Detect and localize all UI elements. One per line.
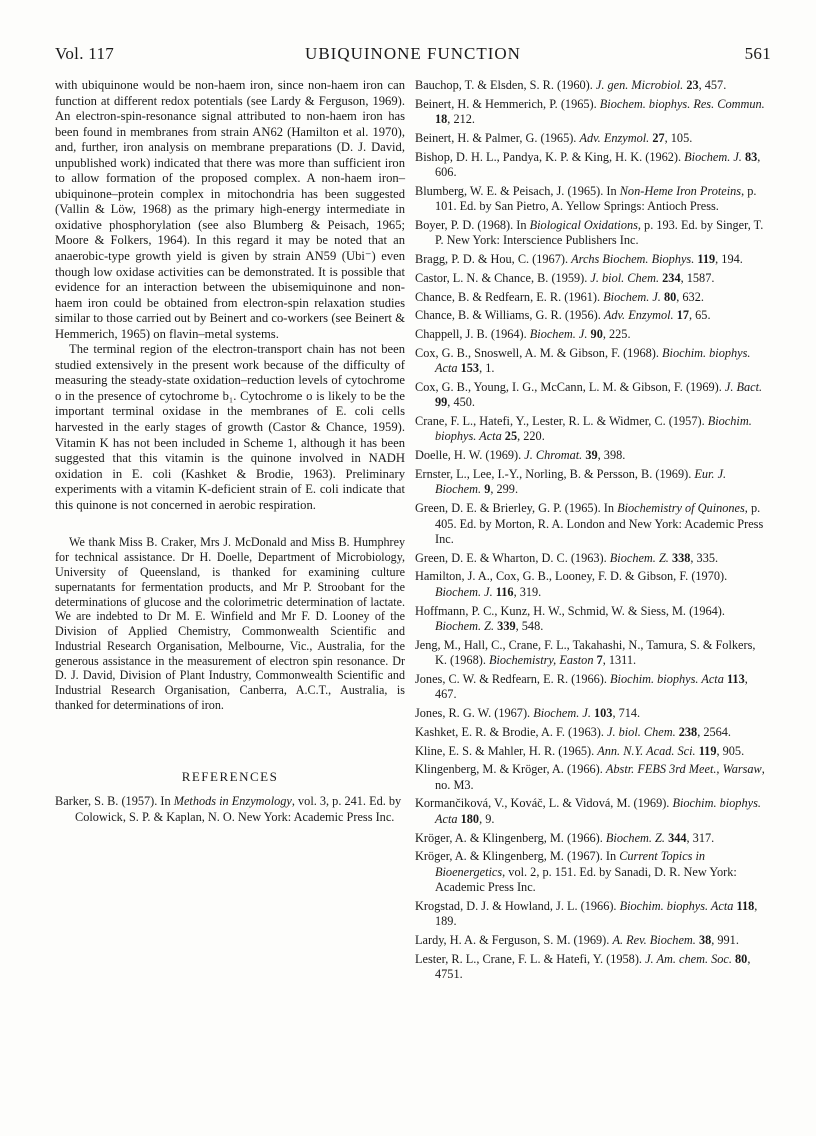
- reference-pages: , 606.: [435, 149, 761, 180]
- reference-volume: 116: [495, 584, 514, 599]
- reference-pages: , 317.: [686, 830, 715, 845]
- reference-authors: Green, D. E. & Wharton, D. C. (1963).: [415, 550, 610, 565]
- reference-pages: , no. M3.: [435, 762, 765, 792]
- reference-entry: [415, 706, 770, 722]
- reference-authors: Doelle, H. W. (1969).: [415, 448, 525, 463]
- reference-authors: Jeng, M., Hall, C., Crane, F. L., Takahashi, N., Tamura, S. & Folkers, K. (1968).: [415, 637, 756, 668]
- reference-entry: [415, 744, 770, 760]
- reference-pages: , 65.: [689, 308, 711, 323]
- reference-source: Biochim. biophys. Acta: [435, 413, 752, 444]
- reference-authors: Kline, E. S. & Mahler, H. R. (1965).: [415, 743, 598, 758]
- reference-pages: , 467.: [435, 671, 748, 702]
- reference-pages: , 714.: [612, 706, 641, 721]
- reference-authors: Crane, F. L., Hatefi, Y., Lester, R. L. & Widmer, C. (1957).: [415, 413, 708, 428]
- page-number: 561: [744, 44, 771, 63]
- reference-entry: [415, 131, 770, 147]
- reference-volume: 234: [662, 270, 681, 285]
- reference-authors: Kröger, A. & Klingenberg, M. (1966).: [415, 830, 606, 845]
- reference-pages: , 225.: [602, 326, 631, 341]
- reference-entry: [415, 346, 770, 377]
- reference-source: Methods in Enzymology: [173, 794, 292, 809]
- reference-authors: Jones, C. W. & Redfearn, E. R. (1966).: [415, 671, 611, 686]
- reference-entry: [415, 952, 770, 983]
- reference-source: Non-Heme Iron Proteins: [619, 183, 742, 198]
- reference-source: J. biol. Chem.: [607, 724, 676, 739]
- reference-volume: 344: [668, 830, 687, 845]
- reference-entry: [415, 638, 770, 669]
- reference-pages: , 2564.: [697, 724, 732, 739]
- body-paragraph-2: The terminal region of the electron-transport chain has not been studied extensively in the present work because of the difficulty of measuring the steady-state oxidation–reduction levels of cytochrome o in the presence of cytochrome b₁. Cytochrome o is likely to be the important terminal oxidase in the membranes of E. coli cells harvested in the early stages of growth (Castor & Chance, 1959). Vitamin K has not been included in Scheme 1, although it has been suggested that this vitamin is the quinone involved in NADH oxidation in E. coli (Kashket & Brodie, 1963). Preliminary experiments with a vitamin K-deficient strain of E. coli indicate that this quinone is not concerned in aerobic respiration.: [55, 342, 405, 512]
- reference-entry: [415, 380, 770, 411]
- reference-entry: [415, 184, 770, 215]
- reference-source: Biochem. Z.: [609, 550, 669, 565]
- reference-entry: [415, 725, 770, 741]
- reference-source: Biochim. biophys. Acta: [435, 345, 751, 376]
- reference-pages: , 632.: [676, 289, 704, 304]
- reference-source: Eur. J. Biochem.: [435, 466, 727, 497]
- reference-volume: 113: [726, 671, 745, 686]
- reference-pages: , 194.: [715, 252, 743, 267]
- reference-pages: , vol. 2, p. 151. Ed. by Sanadi, D. R. New York: Academic Press Inc.: [435, 864, 737, 895]
- reference-entry: [415, 762, 770, 793]
- reference-pages: , 1.: [479, 361, 495, 376]
- reference-authors: Jones, R. G. W. (1967).: [415, 706, 534, 721]
- reference-authors: Hamilton, J. A., Cox, G. B., Looney, F. D. & Gibson, F. (1970).: [415, 569, 728, 584]
- reference-volume: 119: [698, 743, 717, 758]
- reference-source: J. biol. Chem.: [590, 270, 660, 285]
- reference-source: A. Rev. Biochem.: [612, 933, 696, 948]
- reference-source: Biochem. J.: [533, 706, 591, 721]
- reference-entry: [415, 290, 770, 306]
- reference-entry: [415, 501, 770, 548]
- reference-source: J. Chromat.: [524, 448, 583, 463]
- reference-authors: Chance, B. & Williams, G. R. (1956).: [415, 308, 604, 323]
- reference-volume: 339: [497, 619, 516, 634]
- reference-entry: [415, 672, 770, 703]
- reference-authors: Beinert, H. & Hemmerich, P. (1965).: [415, 96, 600, 111]
- reference-authors: Bauchop, T. & Elsden, S. R. (1960).: [415, 78, 596, 92]
- reference-source: Biochem. J.: [529, 326, 588, 341]
- reference-volume: 99: [435, 395, 448, 410]
- reference-entry: [415, 414, 770, 445]
- reference-volume: 338: [671, 550, 691, 565]
- reference-pages: , 398.: [597, 448, 626, 463]
- reference-source: Abstr. FEBS 3rd Meet., Warsaw: [605, 762, 762, 777]
- reference-entry: [55, 794, 405, 825]
- reference-source: J. Am. chem. Soc.: [645, 951, 732, 966]
- reference-volume: 238: [678, 724, 698, 739]
- body-paragraph-1: with ubiquinone would be non-haem iron, since non-haem iron can function at different redox potentials (see Lardy & Ferguson, 1969). An electron-spin-resonance signal attributed to non-haem iron has been found in membranes from strain AN62 (Hamilton et al. 1970), and, further, iron analysis on membrane preparations (D. J. David, unpublished work) indicated that there was more than sufficient iron to allow formation of the proposed complex. A non-haem iron–ubiquinone–protein complex in mitochondria has been suggested (Vallin & Löw, 1968) as the primary high-energy intermediate in oxidative phosphorylation (see also Blumberg & Peisach, 1965; Moore & Folkers, 1964). In this regard it may be noted that an anaerobic-type growth yield is given by strain AN59 (Ubi⁻) even though low oxidase activities can be demonstrated. It is possible that evidence for an interaction between the ubisemiquinone and non-haem iron could be obtained from electron-spin relaxation studies similar to those carried out by Beinert and co-workers (see Beinert & Hemmerich, 1965) on flavin–metal systems.: [55, 78, 405, 341]
- reference-pages: , 991.: [711, 933, 739, 948]
- reference-pages: , 9.: [479, 811, 495, 826]
- reference-pages: , 299.: [490, 482, 519, 497]
- reference-pages: , 220.: [517, 429, 545, 444]
- reference-volume: 7: [596, 653, 603, 668]
- reference-source: Adv. Enzymol.: [603, 308, 674, 323]
- reference-authors: Boyer, P. D. (1968). In: [415, 217, 530, 232]
- reference-volume: 103: [593, 706, 613, 721]
- reference-authors: Blumberg, W. E. & Peisach, J. (1965). In: [415, 183, 620, 198]
- reference-pages: , 105.: [664, 130, 693, 145]
- reference-entry: [415, 97, 770, 128]
- reference-volume: 118: [736, 898, 755, 913]
- reference-entry: [415, 569, 770, 600]
- reference-authors: Green, D. E. & Brierley, G. P. (1965). In: [415, 501, 618, 515]
- reference-volume: 39: [585, 448, 598, 463]
- reference-source: Biochemistry, Easton: [488, 653, 594, 668]
- reference-source: Archs Biochem. Biophys.: [571, 252, 695, 267]
- reference-source: Biochem. Z.: [435, 619, 495, 634]
- acknowledgements: We thank Miss B. Craker, Mrs J. McDonald and Miss B. Humphrey for technical assistance. Dr H. Doelle, Department of Microbiology, University of Queensland, is thanked for examining culture supernatants for fermentation products, and Mr P. Stroobant for the determinations of glucose and the colorimetric determination of lactate. We are indebted to Dr M. E. Winfield and Mr F. D. Looney of the Division of Applied Chemistry, Commonwealth Scientific and Industrial Research Organisation, Melbourne, Vic., Australia, for the generous assistance in the measurement of electron spin resonance. Dr D. J. David, Division of Plant Industry, Commonwealth Scientific and Industrial Research Organisation, Canberra, A.C.T., Australia, is thanked for determinations of iron.: [55, 535, 405, 713]
- reference-volume: 90: [590, 326, 603, 341]
- reference-authors: Ernster, L., Lee, I.-Y., Norling, B. & Persson, B. (1969).: [415, 466, 695, 481]
- running-title: UBIQUINONE FUNCTION: [305, 44, 521, 63]
- reference-authors: Lester, R. L., Crane, F. L. & Hatefi, Y. (1958).: [415, 951, 646, 966]
- reference-entry: [415, 899, 770, 930]
- reference-pages: , 189.: [435, 898, 758, 929]
- reference-authors: Cox, G. B., Snoswell, A. M. & Gibson, F. (1968).: [415, 345, 663, 360]
- reference-pages: , 1311.: [602, 653, 637, 668]
- reference-pages: , 457.: [698, 78, 727, 92]
- reference-source: Biochim. biophys. Acta: [619, 898, 734, 913]
- reference-volume: 180: [460, 811, 480, 826]
- reference-pages: , 1587.: [680, 270, 715, 285]
- reference-source: Biochim. biophys. Acta: [435, 796, 761, 826]
- reference-authors: Kröger, A. & Klingenberg, M. (1967). In: [415, 849, 620, 864]
- reference-entry: [415, 796, 770, 827]
- reference-authors: Hoffmann, P. C., Kunz, H. W., Schmid, W. & Siess, M. (1964).: [415, 603, 725, 618]
- reference-source: J. gen. Microbiol.: [595, 78, 684, 92]
- reference-pages: , 319.: [513, 584, 542, 599]
- reference-source: Biochemistry of Quinones: [617, 501, 745, 515]
- reference-source: Ann. N.Y. Acad. Sci.: [597, 743, 696, 758]
- reference-volume: 23: [686, 78, 699, 92]
- references-list-right: [415, 78, 770, 983]
- reference-entry: [415, 849, 770, 896]
- reference-pages: , 450.: [447, 395, 475, 410]
- reference-volume: 17: [676, 308, 689, 323]
- reference-source: Biochem. J.: [603, 289, 661, 304]
- reference-entry: [415, 252, 770, 268]
- reference-volume: 38: [698, 933, 712, 948]
- reference-entry: [415, 78, 770, 94]
- reference-volume: 18: [435, 112, 448, 127]
- reference-pages: , 335.: [690, 550, 719, 565]
- reference-source: Biochem. biophys. Res. Commun.: [599, 96, 765, 111]
- reference-pages: , p. 193. Ed. by Singer, T. P. New York: Interscience Publishers Inc.: [435, 217, 764, 248]
- reference-source: Adv. Enzymol.: [579, 130, 650, 145]
- reference-authors: Chance, B. & Redfearn, E. R. (1961).: [415, 289, 604, 304]
- reference-entry: [415, 551, 770, 567]
- reference-pages: , p. 101. Ed. by San Pietro, A. Yellow Springs: Antioch Press.: [435, 183, 757, 214]
- reference-authors: Bishop, D. H. L., Pandya, K. P. & King, H. K. (1962).: [415, 149, 685, 164]
- reference-authors: Lardy, H. A. & Ferguson, S. M. (1969).: [415, 933, 613, 948]
- reference-volume: 27: [652, 130, 665, 145]
- reference-pages: , 4751.: [435, 951, 751, 982]
- reference-authors: Castor, L. N. & Chance, B. (1959).: [415, 270, 591, 285]
- reference-source: Biochem. Z.: [605, 830, 665, 845]
- reference-entry: [415, 831, 770, 847]
- reference-pages: , vol. 3, p. 241. Ed. by Colowick, S. P. & Kaplan, N. O. New York: Academic Press Inc.: [75, 794, 402, 824]
- reference-pages: , 548.: [515, 619, 544, 634]
- reference-authors: Kashket, E. R. & Brodie, A. F. (1963).: [415, 724, 607, 739]
- reference-source: Current Topics in Bioenergetics: [435, 849, 706, 879]
- reference-source: Biochem. J.: [435, 584, 493, 599]
- running-header: [55, 44, 771, 66]
- left-column: [55, 78, 405, 829]
- reference-source: J. Bact.: [724, 379, 763, 394]
- reference-entry: [415, 933, 770, 949]
- reference-entry: [415, 448, 770, 464]
- reference-entry: [415, 467, 770, 498]
- reference-authors: Bragg, P. D. & Hou, C. (1967).: [415, 252, 572, 267]
- reference-volume: 25: [504, 429, 518, 444]
- reference-entry: [415, 604, 770, 635]
- reference-volume: 119: [697, 252, 716, 267]
- reference-source: Biochem. J.: [684, 149, 742, 164]
- reference-volume: 153: [460, 361, 480, 376]
- reference-authors: Barker, S. B. (1957). In: [55, 794, 174, 809]
- reference-authors: Chappell, J. B. (1964).: [415, 326, 530, 341]
- reference-entry: [415, 271, 770, 287]
- reference-entry: [415, 327, 770, 343]
- reference-pages: , p. 405. Ed. by Morton, R. A. London and New York: Academic Press Inc.: [435, 501, 764, 546]
- reference-entry: [415, 218, 770, 249]
- reference-volume: 80: [663, 289, 677, 304]
- reference-pages: , 905.: [716, 743, 745, 758]
- reference-entry: [415, 150, 770, 181]
- reference-source: Biochim. biophys. Acta: [610, 671, 724, 686]
- reference-volume: 9: [484, 482, 491, 497]
- reference-authors: Kormančiková, V., Kováč, L. & Vidová, M. (1969).: [415, 796, 673, 811]
- reference-entry: [415, 308, 770, 324]
- reference-volume: 80: [735, 951, 748, 966]
- volume-label: Vol. 117: [55, 44, 115, 63]
- right-column: [415, 78, 770, 986]
- references-heading: REFERENCES: [181, 768, 279, 784]
- reference-volume: 83: [744, 149, 758, 164]
- reference-authors: Krogstad, D. J. & Howland, J. L. (1966).: [415, 898, 620, 913]
- references-list-left: [55, 794, 405, 825]
- reference-pages: , 212.: [447, 112, 475, 127]
- reference-authors: Cox, G. B., Young, I. G., McCann, L. M. & Gibson, F. (1969).: [415, 379, 725, 394]
- reference-authors: Klingenberg, M. & Kröger, A. (1966).: [415, 762, 606, 777]
- reference-authors: Beinert, H. & Palmer, G. (1965).: [415, 130, 580, 145]
- reference-source: Biological Oxidations: [529, 217, 638, 232]
